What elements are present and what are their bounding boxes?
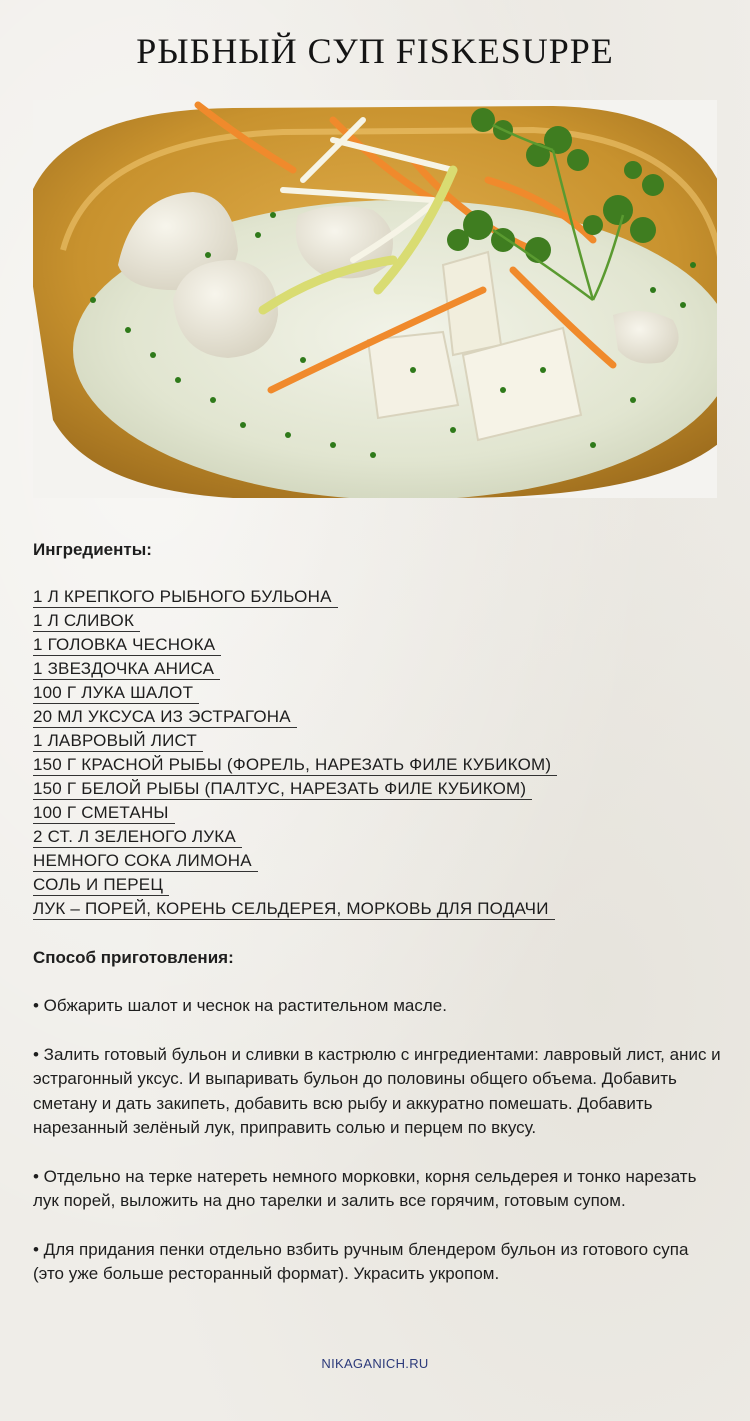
ingredient-item: 1 ЛАВРОВЫЙ ЛИСТ xyxy=(33,730,203,752)
ingredient-item: НЕМНОГО СОКА ЛИМОНА xyxy=(33,850,258,872)
soup-photo xyxy=(33,100,717,498)
method-steps xyxy=(33,994,723,1287)
site-link[interactable]: NIKAGANICH.RU xyxy=(321,1356,429,1371)
ingredient-item: 1 Л КРЕПКОГО РЫБНОГО БУЛЬОНА xyxy=(33,586,338,608)
ingredients-heading: Ингредиенты: xyxy=(33,540,152,559)
ingredient-item: 20 МЛ УКСУСА ИЗ ЭСТРАГОНА xyxy=(33,706,297,728)
ingredient-item: 1 ЗВЕЗДОЧКА АНИСА xyxy=(33,658,220,680)
ingredient-item: 1 ГОЛОВКА ЧЕСНОКА xyxy=(33,634,221,656)
method-heading: Способ приготовления: xyxy=(33,948,234,967)
ingredient-item: 150 Г БЕЛОЙ РЫБЫ (ПАЛТУС, НАРЕЗАТЬ ФИЛЕ КУБИКОМ) xyxy=(33,778,532,800)
ingredient-item: 100 Г СМЕТАНЫ xyxy=(33,802,175,824)
ingredient-item: 100 Г ЛУКА ШАЛОТ xyxy=(33,682,199,704)
ingredient-item: ЛУК – ПОРЕЙ, КОРЕНЬ СЕЛЬДЕРЕЯ, МОРКОВЬ ДЛЯ ПОДАЧИ xyxy=(33,898,555,920)
ingredient-item: 1 Л СЛИВОК xyxy=(33,610,140,632)
ingredients-list xyxy=(33,586,723,922)
ingredient-item: СОЛЬ И ПЕРЕЦ xyxy=(33,874,169,896)
ingredient-item: 150 Г КРАСНОЙ РЫБЫ (ФОРЕЛЬ, НАРЕЗАТЬ ФИЛЕ КУБИКОМ) xyxy=(33,754,557,776)
method-step: • Обжарить шалот и чеснок на растительном масле. xyxy=(33,996,447,1015)
soup-bowl-illustration xyxy=(33,100,717,498)
page-title: РЫБНЫЙ СУП FISKESUPPE xyxy=(136,31,614,71)
method-step: • Для придания пенки отдельно взбить ручным блендером бульон из готового супа (это уже больше ресторанный формат). Украсить укропом. xyxy=(33,1239,689,1283)
recipe-content xyxy=(33,538,723,1311)
method-step: • Залить готовый бульон и сливки в кастрюлю с ингредиентами: лавровый лист, анис и эстрагонный уксус. И выпаривать бульон до половины общего объема. Добавить сметану и дать закипеть, добавить всю рыбу и аккуратно помешать. Добавить нарезанный зелёный лук, приправить солью и перцем по вкусу. xyxy=(33,1044,721,1137)
ingredient-item: 2 СТ. Л ЗЕЛЕНОГО ЛУКА xyxy=(33,826,242,848)
method-step: • Отдельно на терке натереть немного морковки, корня сельдерея и тонко нарезать лук порей, выложить на дно тарелки и залить все горячим, готовым супом. xyxy=(33,1166,697,1210)
